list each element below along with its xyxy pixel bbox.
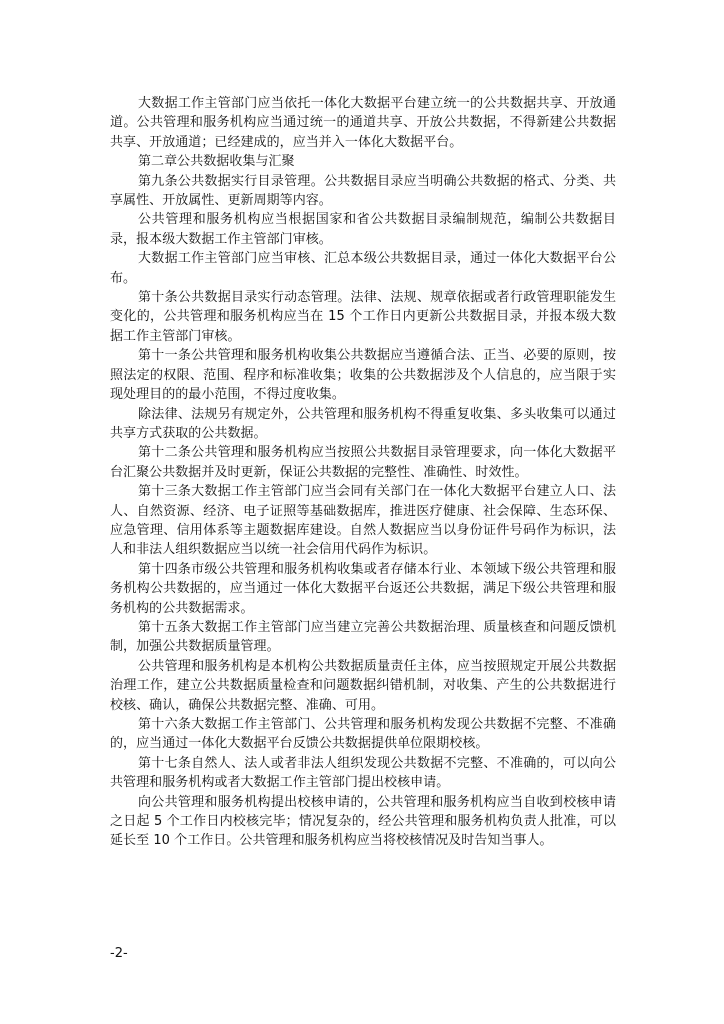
page-number: -2- bbox=[110, 946, 128, 961]
article-14: 第十四条市级公共管理和服务机构收集或者存储本行业、本领域下级公共管理和服务机构公共数据的，应当通过一体化大数据平台返还公共数据，满足下级公共管理和服务机构的公共数据需求。 bbox=[110, 561, 616, 616]
article-12: 第十二条公共管理和服务机构应当按照公共数据目录管理要求，向一体化大数据平台汇聚公共数据并及时更新，保证公共数据的完整性、准确性、时效性。 bbox=[110, 445, 616, 480]
paragraph-verification-deadline: 向公共管理和服务机构提出校核申请的，公共管理和服务机构应当自收到校核申请之日起 5 个工作日内校核完毕；情况复杂的，经公共管理和服务机构负责人批准，可以延长至 10 个工作日。公共管理和服务机构应当将校核情况及时告知当事人。 bbox=[110, 794, 616, 849]
article-9: 第九条公共数据实行目录管理。公共数据目录应当明确公共数据的格式、分类、共享属性、开放属性、更新周期等内容。 bbox=[110, 173, 616, 209]
article-10: 第十条公共数据目录实行动态管理。法律、法规、规章依据或者行政管理职能发生变化的，公共管理和服务机构应当在 15 个工作日内更新公共数据目录，并报本级大数据工作主管部门审核。 bbox=[110, 290, 616, 344]
paragraph-data-sharing-channel: 大数据工作主管部门应当依托一体化大数据平台建立统一的公共数据共享、开放通道。公共管理和服务机构应当通过统一的通道共享、开放公共数据，不得新建公共数据共享、开放通道；已经建成的，应当并入一体化大数据平台。 bbox=[110, 96, 616, 150]
article-13: 第十三条大数据工作主管部门应当会同有关部门在一体化大数据平台建立人口、法人、自然资源、经济、电子证照等基础数据库，推进医疗健康、社会保障、生态环保、应急管理、信用体系等主题数据库建设。自然人数据应当以身份证件号码作为标识，法人和非法人组织数据应当以统一社会信用代码作为标识。 bbox=[110, 484, 616, 558]
paragraph-no-duplicate-collection: 除法律、法规另有规定外，公共管理和服务机构不得重复收集、多头收集可以通过共享方式获取的公共数据。 bbox=[110, 406, 616, 441]
document-body bbox=[110, 94, 616, 851]
paragraph-catalog-publication: 大数据工作主管部门应当审核、汇总本级公共数据目录，通过一体化大数据平台公布。 bbox=[110, 251, 616, 286]
article-16: 第十六条大数据工作主管部门、公共管理和服务机构发现公共数据不完整、不准确的，应当通过一体化大数据平台反馈公共数据提供单位限期校核。 bbox=[110, 717, 616, 752]
chapter-heading: 第二章公共数据收集与汇聚 bbox=[138, 154, 295, 170]
paragraph-quality-responsibility: 公共管理和服务机构是本机构公共数据质量责任主体，应当按照规定开展公共数据治理工作，建立公共数据质量检查和问题数据纠错机制，对收集、产生的公共数据进行校核、确认，确保公共数据完整、准确、可用。 bbox=[110, 658, 616, 713]
article-15: 第十五条大数据工作主管部门应当建立完善公共数据治理、质量核查和问题反馈机制，加强公共数据质量管理。 bbox=[110, 619, 616, 655]
article-17: 第十七条自然人、法人或者非法人组织发现公共数据不完整、不准确的，可以向公共管理和服务机构或者大数据工作主管部门提出校核申请。 bbox=[110, 755, 616, 791]
paragraph-catalog-compilation: 公共管理和服务机构应当根据国家和省公共数据目录编制规范，编制公共数据目录，报本级大数据工作主管部门审核。 bbox=[110, 212, 616, 247]
article-11: 第十一条公共管理和服务机构收集公共数据应当遵循合法、正当、必要的原则，按照法定的权限、范围、程序和标准收集；收集的公共数据涉及个人信息的，应当限于实现处理目的的最小范围，不得过度收集。 bbox=[110, 348, 616, 403]
